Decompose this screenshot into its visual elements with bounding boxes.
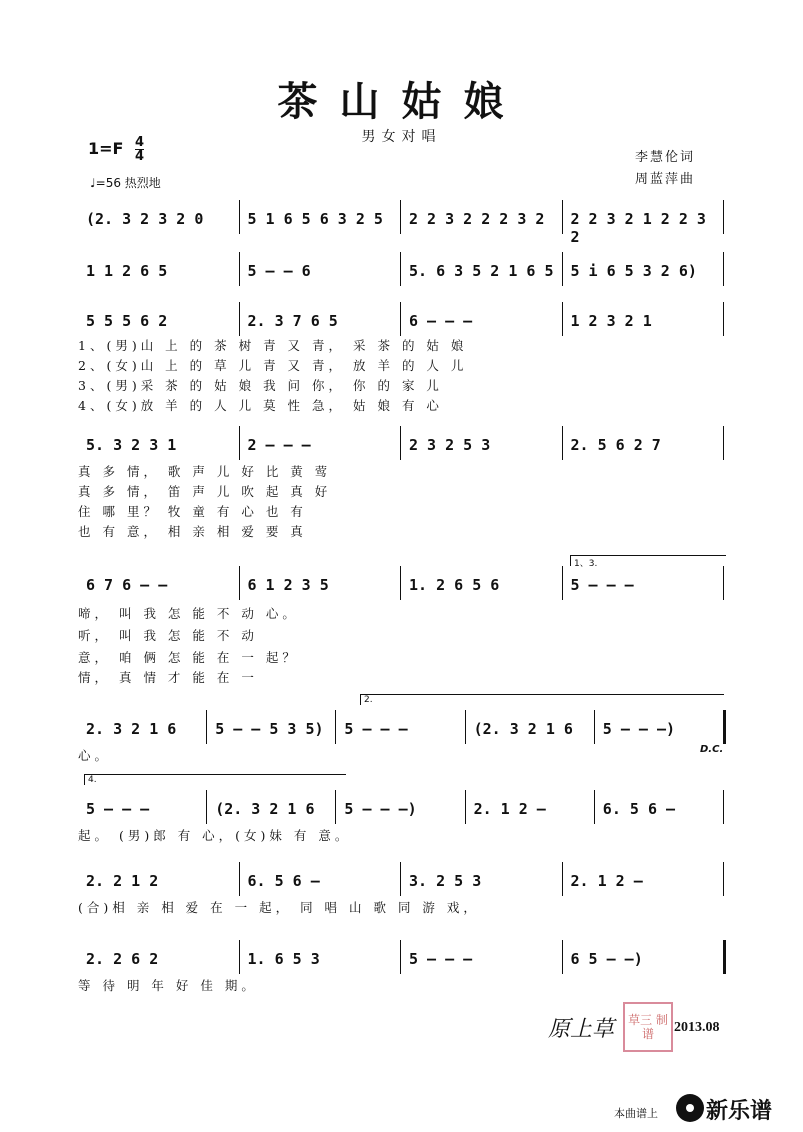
measure-notes: 5 – – 6 — [247, 262, 311, 280]
lyric-line: 住 哪 里？ 牧 童 有 心 也 有 — [78, 504, 307, 519]
signature: 原上草 — [548, 1017, 615, 1042]
volta-bracket: 1、3. — [570, 555, 726, 566]
lyric-line: 听， 叫 我 怎 能 不 动 — [78, 628, 258, 643]
lyric-line: 4、(女)放 羊 的 人 儿 莫 性 急， 姑 娘 有 心 — [78, 398, 443, 413]
lyric-line: 情， 真 情 才 能 在 一 — [78, 670, 258, 685]
lyric-line: 心。 — [78, 748, 112, 763]
composer: 周蓝萍曲 — [634, 172, 695, 187]
brand-logo: 新乐谱 — [706, 1099, 773, 1124]
bar-line — [723, 200, 724, 234]
lyric-line: 等 待 明 年 好 佳 期。 — [78, 978, 258, 993]
measure-notes: (2. 3 2 3 2 0 — [86, 210, 204, 228]
footer-text: 本曲谱上 — [614, 1107, 658, 1120]
song-title: 茶山姑娘 — [277, 78, 526, 125]
bar-line — [594, 790, 595, 824]
key-label: 1=F — [88, 139, 124, 158]
score-row — [78, 572, 724, 600]
measure-notes: 6. 5 6 – — [602, 800, 676, 818]
measure-notes: 5. 3 2 3 1 — [86, 436, 177, 454]
score-row — [78, 308, 724, 336]
measure-notes: 6. 5 6 – — [247, 872, 320, 890]
score-row — [78, 258, 724, 286]
time-signature: $\frac{4}{4}$ — [135, 135, 145, 164]
bar-line — [723, 710, 726, 744]
bar-line — [723, 302, 724, 336]
bar-line — [206, 790, 207, 824]
measure-notes: 5 1 6 5 6 3 2 5 — [247, 210, 383, 228]
score-row — [78, 716, 724, 744]
bar-line — [562, 862, 563, 896]
measure-notes: 1 1 2 6 5 — [86, 262, 168, 280]
da-capo-mark: D.C. — [700, 744, 724, 755]
bar-line — [723, 790, 724, 824]
measure-notes: 2 3 2 5 3 — [409, 436, 491, 454]
song-subtitle: 男女对唱 — [361, 129, 442, 145]
bar-line — [400, 252, 401, 286]
measure-notes: 5 – – –) — [344, 800, 417, 818]
bar-line — [239, 200, 240, 234]
measure-notes: 6 1 2 3 5 — [247, 576, 329, 594]
bar-line — [723, 252, 724, 286]
measure-notes: 2 2 3 2 2 2 3 2 — [409, 210, 545, 228]
lyric-line: 1、(男)山 上 的 茶 树 青 又 青， 采 茶 的 姑 娘 — [78, 338, 468, 353]
measure-notes: 6 7 6 – – — [86, 576, 168, 594]
measure-notes: 2 2 3 2 1 2 2 3 2 — [570, 210, 706, 246]
bar-line — [239, 426, 240, 460]
measure-notes: 5 – – –) — [602, 720, 676, 738]
bar-line — [400, 862, 401, 896]
bar-line — [723, 940, 726, 974]
measure-notes: 1 2 3 2 1 — [570, 312, 652, 330]
bar-line — [400, 940, 401, 974]
lyric-line: 意， 咱 俩 怎 能 在 一 起？ — [78, 650, 299, 665]
bar-line — [723, 426, 724, 460]
bar-line — [239, 302, 240, 336]
measure-notes: 5 – – – — [86, 800, 150, 818]
lyric-line: 也 有 意， 相 亲 相 爱 要 真 — [78, 524, 307, 539]
measure-notes: 3. 2 5 3 — [409, 872, 482, 890]
lyric-line: 3、(男)采 茶 的 姑 娘 我 问 你， 你 的 家 儿 — [78, 378, 443, 393]
measure-notes: 2. 1 2 – — [570, 872, 643, 890]
measure-notes: 2 – – – — [247, 436, 311, 454]
score-row — [78, 796, 724, 824]
lyric-line: (合)相 亲 相 爱 在 一 起， 同 唱 山 歌 同 游 戏， — [78, 900, 480, 915]
measure-notes: 1. 6 5 3 — [247, 950, 320, 968]
measure-notes: 2. 2 1 2 — [86, 872, 159, 890]
bar-line — [335, 790, 336, 824]
lyric-line: 真 多 情， 歌 声 儿 好 比 黄 莺 — [78, 464, 332, 479]
record-disc-icon — [676, 1094, 704, 1122]
score-row — [78, 946, 724, 974]
bar-line — [562, 566, 563, 600]
measure-notes: 5 – – – — [570, 576, 634, 594]
date: 2013.08 — [674, 1020, 720, 1035]
lyric-line: 啼， 叫 我 怎 能 不 动 心。 — [78, 606, 299, 621]
bar-line — [206, 710, 207, 744]
score-row — [78, 868, 724, 896]
measure-notes: (2. 3 2 1 6 — [215, 800, 315, 818]
measure-notes: 6 5 – –) — [570, 950, 643, 968]
measure-notes: 2. 3 7 6 5 — [247, 312, 338, 330]
bar-line — [562, 302, 563, 336]
bar-line — [239, 940, 240, 974]
bar-line — [562, 940, 563, 974]
measure-notes: 5 – – – — [409, 950, 473, 968]
score-row — [78, 432, 724, 460]
bar-line — [465, 790, 466, 824]
score-row — [78, 206, 724, 246]
volta-bracket: 4. — [84, 774, 346, 785]
measure-notes: 2. 5 6 2 7 — [570, 436, 661, 454]
bar-line — [239, 862, 240, 896]
bar-line — [465, 710, 466, 744]
bar-line — [400, 302, 401, 336]
bar-line — [400, 566, 401, 600]
seal-stamp: 草三 制谱 — [623, 1002, 673, 1052]
key-signature — [88, 136, 144, 163]
bar-line — [562, 252, 563, 286]
measure-notes: 6 – – – — [409, 312, 473, 330]
measure-notes: (2. 3 2 1 6 — [473, 720, 573, 738]
lyric-line: 真 多 情， 笛 声 儿 吹 起 真 好 — [78, 484, 332, 499]
measure-notes: 5. 6 3 5 2 1 6 5 — [409, 262, 554, 280]
lyricist: 李慧伦词 — [634, 150, 695, 165]
measure-notes: 2. 3 2 1 6 — [86, 720, 177, 738]
bar-line — [400, 426, 401, 460]
measure-notes: 5 5 5 6 2 — [86, 312, 168, 330]
bar-line — [400, 200, 401, 234]
measure-notes: 2. 2 6 2 — [86, 950, 159, 968]
measure-notes: 1. 2 6 5 6 — [409, 576, 500, 594]
bar-line — [239, 252, 240, 286]
lyric-line: 起。 (男)郎 有 心，(女)妹 有 意。 — [78, 828, 352, 843]
bar-line — [723, 862, 724, 896]
bar-line — [562, 426, 563, 460]
lyric-line: 2、(女)山 上 的 草 儿 青 又 青， 放 羊 的 人 儿 — [78, 358, 468, 373]
volta-bracket: 2. — [360, 694, 724, 705]
bar-line — [335, 710, 336, 744]
measure-notes: 5 – – 5 3 5) — [215, 720, 324, 738]
bar-line — [723, 566, 724, 600]
bar-line — [594, 710, 595, 744]
tempo-marking: ♩=56 热烈地 — [90, 176, 161, 190]
measure-notes: 5 – – – — [344, 720, 408, 738]
measure-notes: 5 i 6 5 3 2 6) — [570, 262, 697, 280]
bar-line — [239, 566, 240, 600]
measure-notes: 2. 1 2 – — [473, 800, 546, 818]
bar-line — [562, 200, 563, 234]
